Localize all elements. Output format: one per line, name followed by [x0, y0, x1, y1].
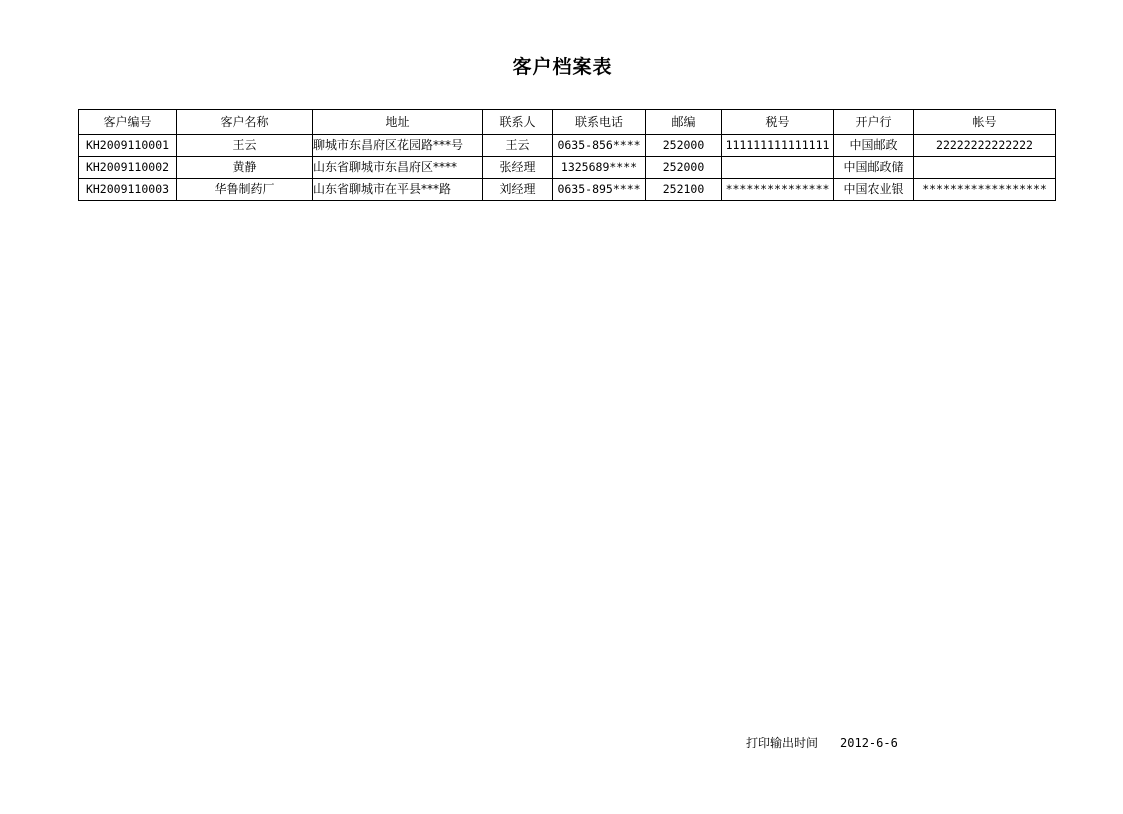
cell-customer-id: KH2009110003: [79, 179, 177, 201]
header-postcode: 邮编: [646, 110, 722, 135]
cell-contact: 刘经理: [483, 179, 553, 201]
cell-address: 山东省聊城市在平县***路: [313, 179, 483, 201]
customer-table: [78, 109, 1056, 201]
header-address: 地址: [313, 110, 483, 135]
page-title-text: 客户档案表: [512, 56, 613, 78]
cell-bank: 中国邮政储: [834, 157, 914, 179]
print-footer: [746, 734, 898, 751]
cell-contact: 王云: [483, 135, 553, 157]
cell-account: ******************: [914, 179, 1056, 201]
table-row: [79, 135, 1056, 157]
cell-postcode: 252000: [646, 157, 722, 179]
cell-bank: 中国邮政: [834, 135, 914, 157]
cell-customer-name: 王云: [177, 135, 313, 157]
cell-phone: 1325689****: [553, 157, 646, 179]
cell-phone: 0635-895****: [553, 179, 646, 201]
cell-postcode: 252100: [646, 179, 722, 201]
cell-bank: 中国农业银: [834, 179, 914, 201]
header-bank: 开户行: [834, 110, 914, 135]
cell-address: 聊城市东昌府区花园路***号: [313, 135, 483, 157]
header-customer-id: 客户编号: [79, 110, 177, 135]
cell-phone: 0635-856****: [553, 135, 646, 157]
cell-customer-id: KH2009110001: [79, 135, 177, 157]
cell-tax-number: ***************: [722, 179, 834, 201]
table-row: [79, 157, 1056, 179]
page-title: [0, 52, 1123, 79]
cell-tax-number: [722, 157, 834, 179]
header-account: 帐号: [914, 110, 1056, 135]
print-date: 2012-6-6: [840, 736, 898, 750]
print-time-label: 打印输出时间: [746, 736, 819, 750]
cell-account: [914, 157, 1056, 179]
header-row: [79, 110, 1056, 135]
cell-account: 22222222222222: [914, 135, 1056, 157]
header-customer-name: 客户名称: [177, 110, 313, 135]
table-row: [79, 179, 1056, 201]
cell-customer-name: 黄静: [177, 157, 313, 179]
cell-customer-name: 华鲁制药厂: [177, 179, 313, 201]
cell-postcode: 252000: [646, 135, 722, 157]
cell-contact: 张经理: [483, 157, 553, 179]
cell-tax-number: 111111111111111: [722, 135, 834, 157]
cell-customer-id: KH2009110002: [79, 157, 177, 179]
header-phone: 联系电话: [553, 110, 646, 135]
header-tax-number: 税号: [722, 110, 834, 135]
header-contact: 联系人: [483, 110, 553, 135]
cell-address: 山东省聊城市东昌府区****: [313, 157, 483, 179]
